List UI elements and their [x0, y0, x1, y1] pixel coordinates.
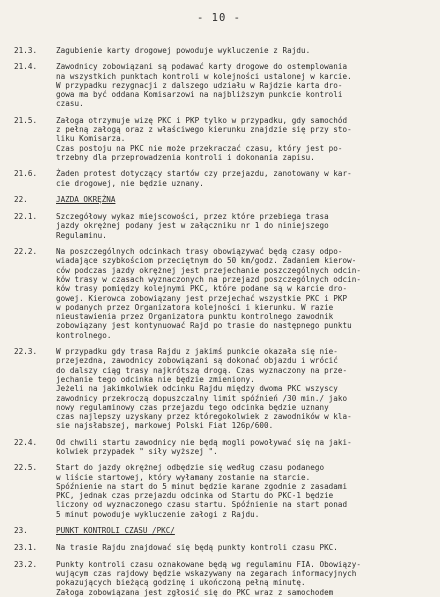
paragraph-item: [14, 463, 424, 519]
section-title: PUNKT KONTROLI CZASU /PKC/: [56, 526, 175, 536]
paragraph-text: Punkty kontroli czasu oznakowane będą wg regulaminu FIA. Obowiązy- wującym czas rajdowy będzie wskazywany na zegarach informacyjnych pokazujących bieżącą godzinę i ukończoną pełną minutę. Załoga zobowiązana jest zgłosić się do PKC wraz z samochodem: [56, 559, 362, 597]
paragraph-text: Start do jazdy okrężnej odbędzie się według czasu podanego w liście startowej, który wyłamany zostanie na starcie. Spóźnienie na start do 5 minut będzie karane zgodnie z zasadami PKC, jednak czas przejazdu odcinka od Startu do PKC-1 będzie liczony od wyznaczonego czasu startu. Spóźnienie na start ponad 5 minut powoduje wykluczenie załogi z Rajdu.: [56, 463, 348, 519]
paragraph-group-23: [14, 543, 424, 596]
section-number: 22.: [14, 194, 28, 204]
paragraph-item: [14, 46, 424, 55]
paragraph-item: [14, 212, 424, 240]
paragraph-text: W przypadku gdy trasa Rajdu z jakimś punkcie okazała się nie- przejezdna, zawodnicy zobowiązani są dokonać objazdu i wrócić do dalszy ciąg trasy najkrótszą drogą. Czas wyznaczony na prze- jechanie tego odcinka nie będzie zmieniony. Jeżeli na jakimkolwiek odcinku Rajdu między dwoma PKC wszyscy zawodnicy przekroczą dopuszczalny limit spóźnień /30 min./ jako nowy regulaminowy czas przejazdu tego odcinka będzie uznany czas najlepszy uzyskany przez któregokolwiek z zawodników w kla- sie najsłabszej, markowej Polski Fiat 126p/600.: [56, 347, 352, 431]
paragraph-item: [14, 347, 424, 431]
paragraph-item: [14, 543, 424, 552]
paragraph-text: Szczegółowy wykaz miejscowości, przez które przebiega trasa jazdy okrężnej podany jest w załączniku nr 1 do niniejszego Regulaminu.: [56, 212, 329, 240]
page-number: - 10 -: [197, 12, 241, 24]
paragraph-item: [14, 247, 424, 340]
paragraph-number: 22.2.: [14, 247, 38, 257]
paragraph-number: 22.1.: [14, 212, 38, 222]
paragraph-text: Załoga otrzymuje wizę PKC i PKP tylko w przypadku, gdy samochód z pełną załogą oraz z właściwego kierunku znajdzie się przy sto- liku Komisarza. Czas postoju na PKC nie może przekraczać czasu, który jest po- trzebny dla przeprowadzenia kontroli i dokonania zapisu.: [56, 115, 352, 162]
paragraph-number: 21.4.: [14, 62, 38, 72]
paragraph-text: Od chwili startu zawodnicy nie będą mogli powoływać się na jaki- kolwiek przypadek " siły wyższej ".: [56, 437, 352, 456]
section-heading-23: [14, 526, 424, 535]
paragraph-text: Zawodnicy zobowiązani są podawać karty drogowe do ostemplowania na wszystkich punktach kontroli w kolejności ustalonej w karcie. W przypadku rezygnacji z dalszego udziału w Rajdzie karta dro- gowa ma być oddana Komisarzowi na najbliższym punkcie kontroli czasu.: [56, 62, 352, 109]
paragraph-number: 23.2.: [14, 559, 38, 569]
paragraph-group-21: [14, 46, 424, 188]
paragraph-number: 21.6.: [14, 169, 38, 179]
section-number: 23.: [14, 526, 28, 536]
paragraph-text: Żaden protest dotyczący startów czy przejazdu, zanotowany w kar- cie drogowej, nie będzie uznany.: [56, 169, 352, 188]
paragraph-item: [14, 116, 424, 162]
paragraph-number: 22.3.: [14, 347, 38, 357]
paragraph-item: [14, 169, 424, 188]
paragraph-item: [14, 62, 424, 108]
paragraph-number: 21.3.: [14, 46, 38, 55]
section-heading-22: [14, 195, 424, 204]
paragraph-number: 22.4.: [14, 437, 38, 447]
paragraph-text: Zagubienie karty drogowej powoduje wykluczenie z Rajdu.: [56, 46, 311, 55]
paragraph-number: 23.1.: [14, 543, 38, 553]
section-title: JAZDA OKRĘŻNA: [56, 194, 116, 204]
paragraph-item: [14, 560, 424, 597]
paragraph-number: 22.5.: [14, 463, 38, 473]
paragraph-item: [14, 438, 424, 457]
paragraph-group-22: [14, 212, 424, 519]
paragraph-text: Na poszczególnych odcinkach trasy obowiązywać będą czasy odpo- wiadające szybkościom przeciętnym do 50 km/godz. Zadaniem kierow- ców podczas jazdy okrężnej jest przejechanie poszczególnych odcin- ków trasy w czasach wyznaczonych na przejazd poszczególnych odcin- ków trasy pomiędzy kolejnymi PKC, które podane są w karcie dro- gowej. Kierowca zobowiązany jest przejechać wszystkie PKC i PKP w podanych przez Organizatora kolejności i kierunku. W razie nieustawienia przez Organizatora punktu kontrolnego zawodnik zobowiązany jest kontynuować Rajd po trasie do następnego punktu kontrolnego.: [56, 247, 362, 340]
paragraph-text: Na trasie Rajdu znajdować się będą punkty kontroli czasu PKC.: [56, 543, 338, 553]
paragraph-number: 21.5.: [14, 115, 38, 125]
